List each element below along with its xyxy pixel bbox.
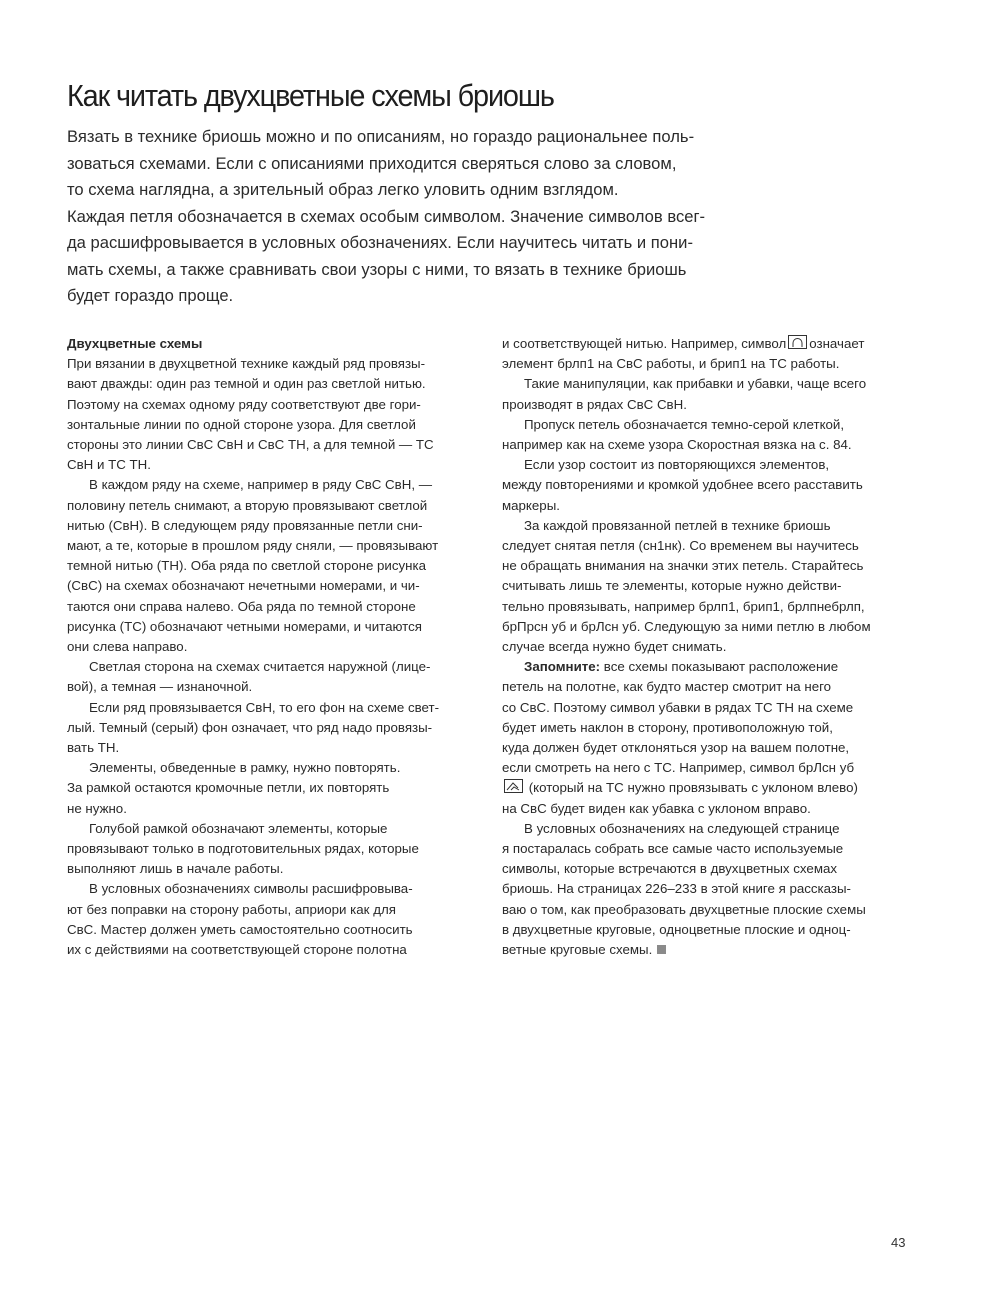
line-text: ваю о том, как преобразовать двухцветные плоские схемы (502, 901, 866, 917)
line-text: если смотреть на него с ТС. Например, символ брЛсн уб (502, 760, 855, 776)
text-line (67, 395, 497, 415)
line-text: Светлая сторона на схемах считается наружной (лице- (89, 659, 431, 675)
line-text: все схемы показывают расположение (600, 659, 839, 675)
text-line (502, 435, 932, 455)
text-line (67, 516, 497, 536)
text-line (502, 920, 932, 940)
line-text: темной нитью (ТН). Оба ряда по светлой стороне рисунка (67, 558, 427, 574)
intro-line: то схема наглядна, а зрительный образ легко уловить одним взглядом. (67, 180, 619, 199)
line-text: вать ТН. (67, 740, 120, 756)
line-text: следует снятая петля (сн1нк). Со временем вы научитесь (502, 538, 859, 554)
text-line (502, 738, 932, 758)
text-line (502, 879, 932, 899)
line-text: половину петель снимают, а вторую провязывают светлой (67, 497, 428, 513)
text-line (502, 334, 932, 354)
line-text: выполняют лишь в начале работы. (67, 861, 284, 877)
line-text: Если узор состоит из повторяющихся элементов, (524, 457, 830, 473)
line-text: на СвС будет виден как убавка с уклоном вправо. (502, 800, 811, 816)
line-text: будет иметь наклон в сторону, противоположную той, (502, 719, 833, 735)
text-line (502, 839, 932, 859)
text-line (502, 556, 932, 576)
text-line (502, 819, 932, 839)
line-text: (СвС) на схемах обозначают нечетными номерами, и чи- (67, 578, 420, 594)
line-text: За рамкой остаются кромочные петли, их повторять (67, 780, 390, 796)
intro-line: Вязать в технике бриошь можно и по описаниям, но гораздо рациональнее поль- (67, 127, 695, 146)
text-line (67, 536, 497, 556)
line-text: их с действиями на соответствующей стороне полотна (67, 942, 407, 958)
text-line (502, 859, 932, 879)
text-line (502, 778, 932, 798)
text-line (502, 637, 932, 657)
text-line (502, 940, 932, 960)
line-text: Такие манипуляции, как прибавки и убавки, чаще всего (524, 376, 867, 392)
line-text: За каждой провязанной петлей в технике бриошь (524, 517, 831, 533)
line-text: Элементы, обведенные в рамку, нужно повторять. (89, 760, 401, 776)
section-heading (67, 334, 497, 354)
line-text: зонтальные линии по одной стороне узора. Для светлой (67, 416, 416, 432)
arc-symbol-icon (788, 335, 807, 349)
line-text: не нужно. (67, 800, 127, 816)
text-line (67, 597, 497, 617)
end-mark-square-icon (657, 945, 666, 954)
line-text: в двухцветные круговые, одноцветные плоские и одноц- (502, 921, 851, 937)
line-text: маркеры. (502, 497, 560, 513)
line-text: я постаралась собрать все самые часто используемые (502, 841, 844, 857)
text-line (67, 475, 497, 495)
line-text: куда должен будет отклоняться узор на вашем полотне, (502, 740, 850, 756)
text-line (67, 900, 497, 920)
text-line (67, 496, 497, 516)
line-text: провязывают только в подготовительных рядах, которые (67, 841, 419, 857)
page-number: 43 (891, 1235, 906, 1250)
text-line (502, 900, 932, 920)
text-line (502, 374, 932, 394)
line-text: Двухцветные схемы (67, 336, 203, 351)
line-text: петель на полотне, как будто мастер смотрит на него (502, 679, 832, 695)
line-text: В каждом ряду на схеме, например в ряду СвС СвН, — (89, 477, 433, 493)
line-text: ветные круговые схемы. (502, 942, 653, 958)
text-line (502, 677, 932, 697)
text-line (67, 435, 497, 455)
text-line (502, 395, 932, 415)
text-line (67, 940, 497, 960)
line-text: символы, которые встречаются в двухцветных схемах (502, 861, 838, 877)
line-text: лый. Темный (серый) фон означает, что ряд надо провязы- (67, 719, 433, 735)
line-text: и соответствующей нитью. Например, символ (502, 336, 787, 351)
line-text: Поэтому на схемах одному ряду соответствуют две гори- (67, 396, 421, 412)
line-text: рисунка (ТС) обозначают четными номерами, и читаются (67, 618, 422, 634)
line-text: нитью (СвН). В следующем ряду провязанные петли сни- (67, 517, 423, 533)
text-line (502, 496, 932, 516)
text-line (67, 657, 497, 677)
text-line (67, 637, 497, 657)
text-line (67, 617, 497, 637)
text-line (67, 839, 497, 859)
line-text: В условных обозначениях символы расшифровыва- (89, 881, 413, 897)
line-text: между повторениями и кромкой удобнее всего расставить (502, 477, 863, 493)
page-title: Как читать двухцветные схемы бриошь (67, 78, 554, 113)
text-line (67, 415, 497, 435)
line-text: со СвС. Поэтому символ убавки в рядах ТС ТН на схеме (502, 699, 854, 715)
line-text: считывать лишь те элементы, которые нужно действи- (502, 578, 842, 594)
left-column (67, 334, 497, 960)
intro-line: мать схемы, а также сравнивать свои узоры с ними, то вязать в технике бриошь (67, 259, 687, 279)
line-text: Если ряд провязывается СвН, то его фон на схеме свет- (89, 699, 439, 715)
line-text: тельно провязывать, например брлп1, брип1, брлпнебрлп, (502, 598, 865, 614)
line-text: производят в рядах СвС СвН. (502, 396, 687, 412)
line-text: Голубой рамкой обозначают элементы, которые (89, 820, 388, 836)
text-line (502, 576, 932, 596)
text-line (67, 799, 497, 819)
text-line (502, 657, 932, 677)
text-line (67, 698, 497, 718)
text-line (502, 718, 932, 738)
line-text: В условных обозначениях на следующей странице (524, 820, 840, 836)
line-text: СвН и ТС ТН. (67, 457, 151, 473)
left-decrease-symbol-icon (504, 779, 523, 793)
text-line (502, 516, 932, 536)
text-line (502, 758, 932, 778)
line-text: стороны это линии СвС СвН и СвС ТН, а для темной — ТС (67, 437, 434, 453)
text-line (502, 455, 932, 475)
line-text: ют без поправки на сторону работы, априори как для (67, 901, 396, 917)
text-line (67, 374, 497, 394)
line-text: брПрсн уб и брЛсн уб. Следующую за ними петлю в любом (502, 618, 871, 634)
line-text: бриошь. На страницах 226–233 в этой книге я рассказы- (502, 881, 851, 897)
text-line (502, 415, 932, 435)
text-line (67, 819, 497, 839)
text-line (67, 758, 497, 778)
line-text: не обращать внимания на значки этих петель. Старайтесь (502, 558, 864, 574)
text-line (67, 859, 497, 879)
bold-label: Запомните: (524, 659, 601, 675)
line-text: они слева направо. (67, 639, 188, 655)
line-text: мают, а те, которые в прошлом ряду сняли, — провязывают (67, 538, 439, 554)
intro-line: да расшифровывается в условных обозначениях. Если научитесь читать и пони- (67, 233, 693, 252)
line-text: таются они справа налево. Оба ряда по темной стороне (67, 598, 416, 614)
text-line (67, 920, 497, 940)
line-text: случае всегда нужно будет снимать. (502, 639, 727, 655)
line-text: При вязании в двухцветной технике каждый ряд провязы- (67, 356, 426, 372)
text-line (502, 536, 932, 556)
line-text: СвС. Мастер должен уметь самостоятельно соотносить (67, 921, 413, 937)
text-line (67, 455, 497, 475)
intro-line: будет гораздо проще. (67, 286, 234, 305)
intro-paragraph (67, 124, 705, 310)
text-line (502, 597, 932, 617)
line-text: Пропуск петель обозначается темно-серой клеткой, (524, 416, 845, 432)
line-text: вой), а темная — изнаночной. (67, 679, 253, 695)
intro-line: Каждая петля обозначается в схемах особым символом. Значение символов всег- (67, 206, 706, 226)
line-text: вают дважды: один раз темной и один раз светлой нитью. (67, 376, 426, 392)
text-line (67, 778, 497, 798)
text-line (502, 475, 932, 495)
intro-line: зоваться схемами. Если с описаниями приходится сверяться слово за словом, (67, 153, 677, 173)
text-line (502, 617, 932, 637)
right-column (502, 334, 932, 960)
text-line (67, 879, 497, 899)
text-line (502, 698, 932, 718)
line-text-after: означает (809, 336, 865, 351)
text-line (502, 354, 932, 374)
line-text-after: (который на ТС нужно провязывать с уклоном влево) (525, 780, 858, 796)
text-line (67, 677, 497, 697)
line-text: элемент брлп1 на СвС работы, и брип1 на ТС работы. (502, 356, 840, 372)
text-line (67, 738, 497, 758)
text-line (67, 354, 497, 374)
text-line (67, 576, 497, 596)
text-line (67, 556, 497, 576)
line-text: например как на схеме узора Скоростная вязка на с. 84. (502, 437, 852, 453)
text-line (502, 799, 932, 819)
text-line (67, 718, 497, 738)
